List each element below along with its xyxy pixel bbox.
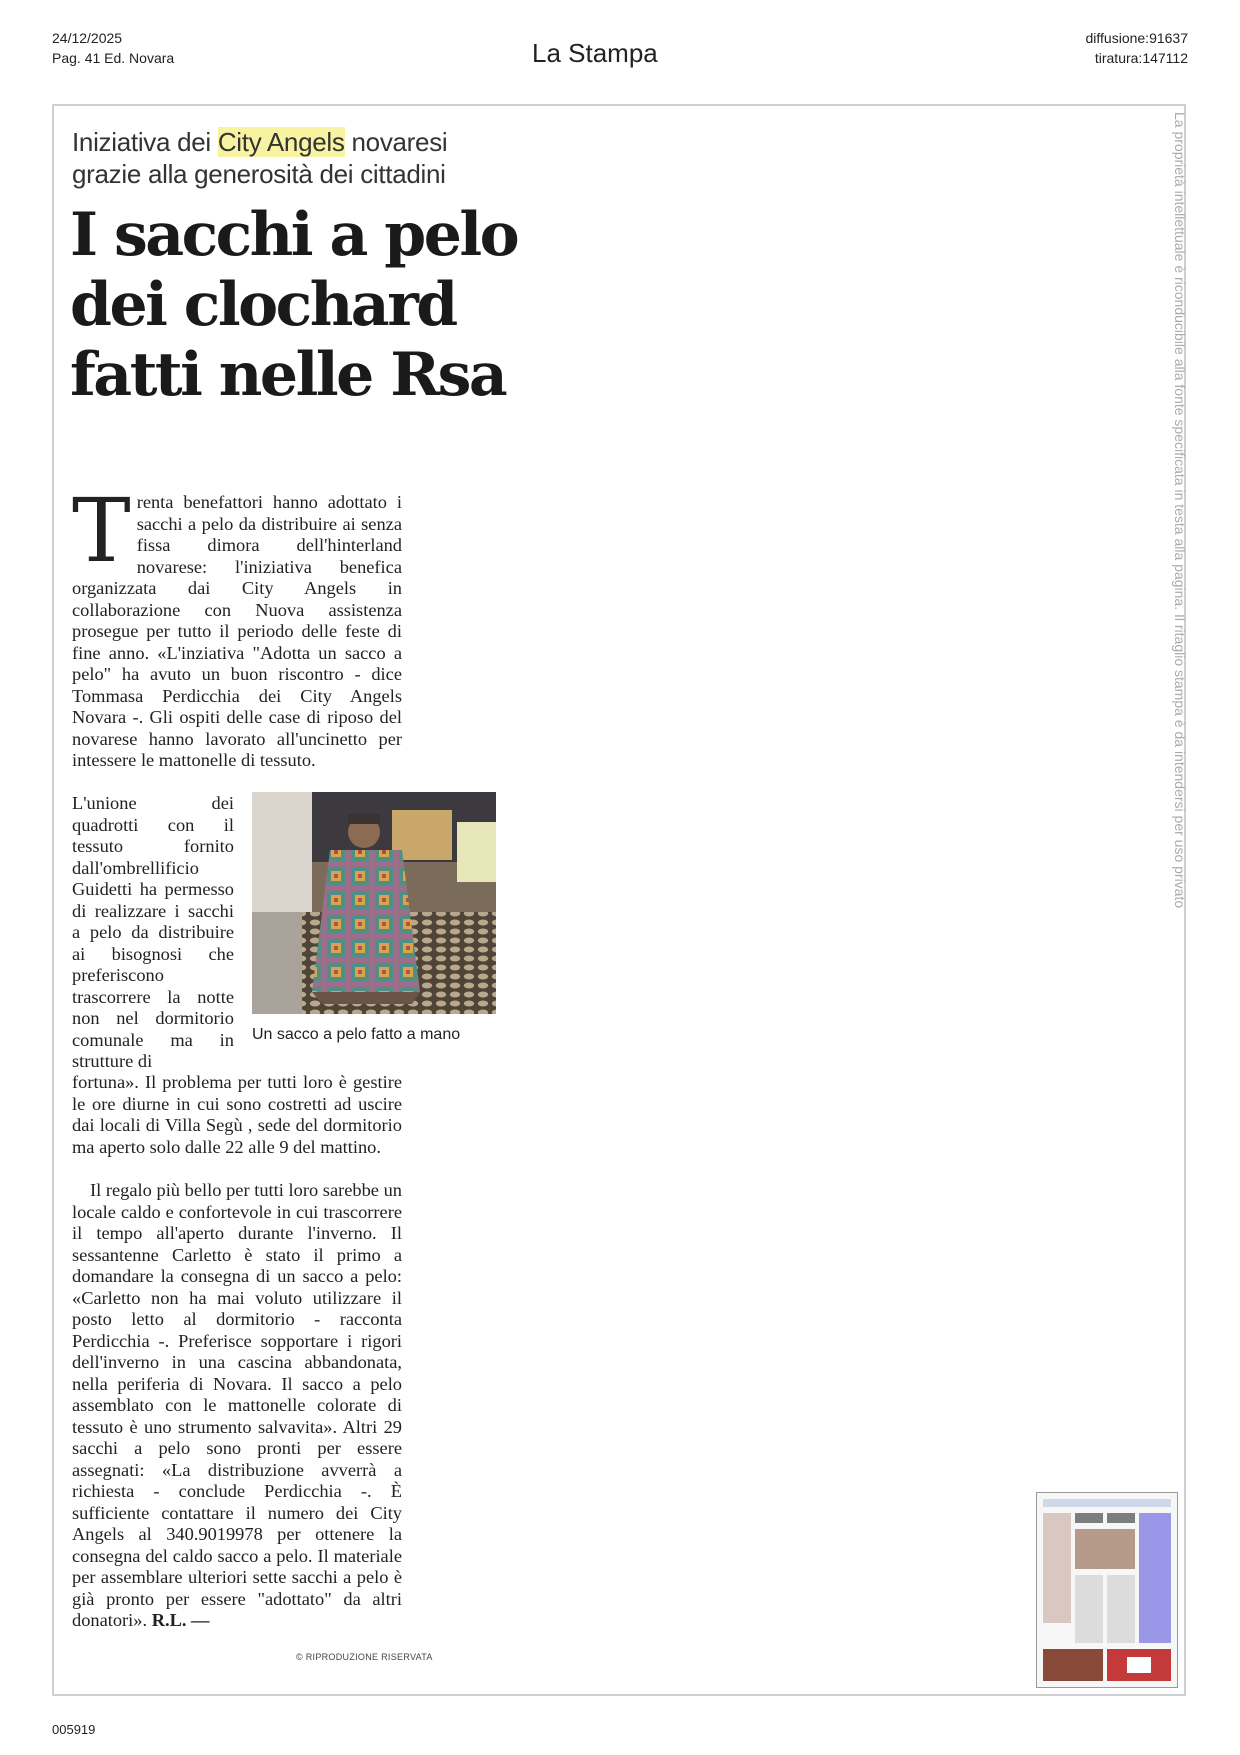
photo-caption: Un sacco a pelo fatto a mano — [252, 1026, 461, 1043]
side-note-text: La proprietà intellettuale è riconducibile alla fonte specificata in testa alla pagina. Il ritaglio stampa è da intendersi per uso privato — [1172, 112, 1188, 909]
header-right — [1086, 28, 1189, 68]
kicker-highlight: City Angels — [217, 127, 345, 157]
copyright-note: © RIPRODUZIONE RISERVATA — [296, 1652, 433, 1662]
article-headline: I sacchi a pelo dei clochard fatti nelle Rsa — [70, 200, 518, 410]
page-edition: Pag. 41 Ed. Novara — [52, 50, 175, 66]
article-paragraph-3: fortuna». Il problema per tutti loro è gestire le ore diurne in cui sono costretti ad uscire dai locali di Villa Segù , sede del dormitorio ma aperto solo dalle 22 alle 9 del mattino. — [72, 1072, 402, 1157]
article-paragraph-4 — [72, 1180, 402, 1632]
photo-illustration — [252, 792, 496, 1014]
side-note — [1172, 112, 1220, 1092]
article-kicker — [72, 126, 512, 190]
kicker-text-2: novaresi grazie alla generosità dei cittadini — [72, 127, 448, 189]
paragraph-4-text: Il regalo più bello per tutti loro sarebbe un locale caldo e confortevole in cui trascorrere il tempo all'aperto durante l'inverno. Il sessantenne Carletto è stato il primo a domandare la consegna di un sacco a pelo: «Carletto non ha mai voluto utilizzare il posto letto al dormitorio - racconta Perdicchia -. Preferisce sopportare i rigori dell'inverno in una cascina abbandonata, nella periferia di Novara. Il sacco a pelo assemblato con le mattonelle colorate di tessuto è uno strumento salvavita». Altri 29 sacchi a pelo sono pronti per essere assegnati: «La distribuzione avverrà a richiesta - conclude Perdicchia -. È sufficiente contattare il numero dei City Angels al 340.9019978 per ottenere la consegna del caldo sacco a pelo. Il materiale per assemblare ulteriori sette sacchi a pelo è già pronto per essere "adottato" da altri donatori». — [72, 1180, 402, 1630]
page-thumbnail — [1036, 1492, 1178, 1688]
article-paragraph-2: L'unione dei quadrotti con il tessuto fornito dall'ombrellificio Guidetti ha permesso di realizzare i sacchi a pelo da distribuire ai bisognosi che preferiscono trascorrere la notte non nel dormitorio comunale ma in strutture di — [72, 793, 234, 1071]
article-paragraph-1 — [72, 479, 402, 772]
footer-code: 005919 — [52, 1722, 96, 1737]
issue-date: 24/12/2025 — [52, 30, 123, 46]
dropcap: T — [72, 479, 131, 582]
newspaper-name: La Stampa — [532, 38, 658, 68]
article-photo — [252, 792, 496, 1014]
tiratura: tiratura:147112 — [1094, 50, 1188, 66]
header-left — [52, 28, 174, 68]
paragraph-1-text: renta benefattori hanno adottato i sacchi a pelo da distribuire ai senza fissa dimora dell'hinterland novarese: l'iniziativa benefica organizzata dai City Angels in collaborazione con Nuova assistenza prosegue per tutto il periodo delle feste di fine anno. «L'inziativa "Adotta un sacco a pelo" ha avuto un buon riscontro - dice Tommasa Perdicchia dei City Angels Novara -. Gli ospiti delle case di riposo del novarese hanno lavorato all'uncinetto per intessere le mattonelle di tessuto. — [72, 492, 402, 770]
kicker-text-1: Iniziativa dei — [72, 127, 218, 157]
page-thumbnail-icon — [1037, 1493, 1177, 1687]
diffusione: diffusione:91637 — [1085, 30, 1188, 46]
author-signature: R.L. — — [151, 1610, 210, 1630]
